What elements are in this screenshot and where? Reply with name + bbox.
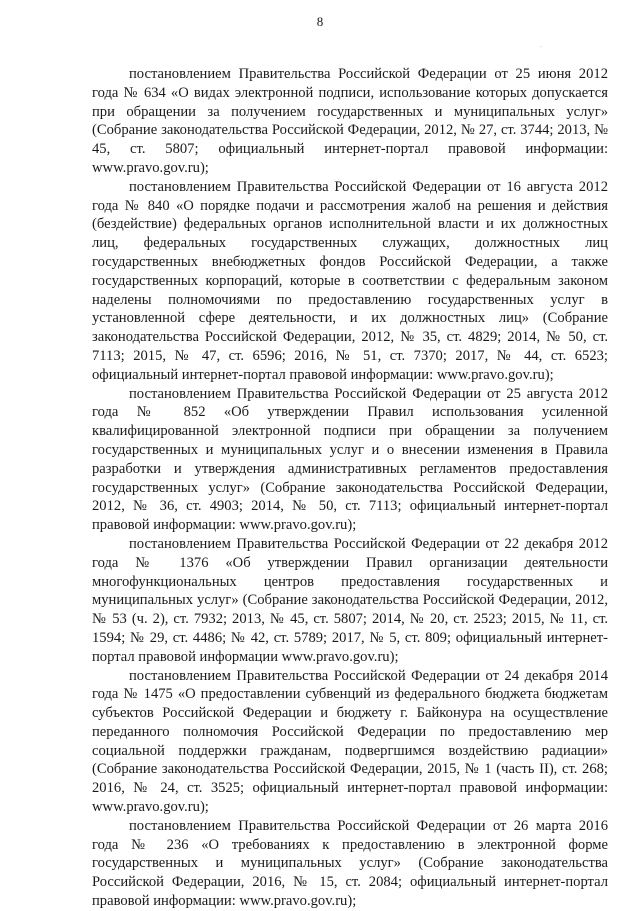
paragraph-decree-840: постановлением Правительства Российской Федерации от 16 августа 2012 года № 840 «О порядке подачи и рассмотрения жалоб на решения и действия (бездействие) федеральных органов исполнительной власти и их должностных лиц, федеральных государственных служащих, должностных лиц государственных внебюджетных фондов Российской Федерации, а также государственных корпораций, которые в соответствии с федеральным законом наделены полномочиями по предоставлению государственных услуг в установленной сфере деятельности, и их должностных лиц» (Собрание законодательства Российской Федерации, 2012, № 35, ст. 4829; 2014, № 50, ст. 7113; 2015, № 47, ст. 6596; 2016, № 51, ст. 7370; 2017, № 44, ст. 6523; официальный интернет-портал правовой информации: www.pravo.gov.ru); [92, 178, 608, 383]
paragraph-decree-1475: постановлением Правительства Российской Федерации от 24 декабря 2014 года № 1475 «О предоставлении субвенций из федерального бюджета бюджетам субъектов Российской Федерации и бюджету г. Байконура на осуществление переданного полномочия Российской Федерации по предоставлению мер социальной поддержки гражданам, подвергшимся воздействию радиации» (Собрание законодательства Российской Федерации, 2015, № 1 (часть II), ст. 268; 2016, № 24, ст. 3525; официальный интернет-портал правовой информации: www.pravo.gov.ru); [92, 667, 608, 816]
scan-speck: · [487, 157, 489, 163]
scan-speck: · [540, 44, 542, 51]
paragraph-decree-1376: постановлением Правительства Российской Федерации от 22 декабря 2012 года № 1376 «Об утверждении Правил организации деятельности многофункциональных центров предоставления государственных и муниципальных услуг» (Собрание законодательства Российской Федерации, 2012, № 53 (ч. 2), ст. 7932; 2013, № 45, ст. 5807; 2014, № 20, ст. 2523; 2015, № 11, ст. 1594; № 29, ст. 4486; № 42, ст. 5789; 2017, № 5, ст. 809; официальный интернет-портал правовой информации www.pravo.gov.ru); [92, 535, 608, 665]
paragraph-decree-634: постановлением Правительства Российской Федерации от 25 июня 2012 года № 634 «О видах электронной подписи, использование которых допускается при обращении за получением государственных и муниципальных услуг» (Собрание законодательства Российской Федерации, 2012, № 27, ст. 3744; 2013, № 45, ст. 5807; официальный интернет-портал правовой информации: www.pravo.gov.ru); [92, 66, 608, 176]
document-body [92, 65, 608, 911]
page-number: 8 [316, 14, 324, 29]
paragraph-decree-236: постановлением Правительства Российской Федерации от 26 марта 2016 года № 236 «О требованиях к предоставлению в электронной форме государственных и муниципальных услуг» (Собрание законодательства Российской Федерации, 2016, № 15, ст. 2084; официальный интернет-портал правовой информации: www.pravo.gov.ru); [92, 817, 608, 910]
paragraph-decree-852: постановлением Правительства Российской Федерации от 25 августа 2012 года № 852 «Об утверждении Правил использования усиленной квалифицированной электронной подписи при обращении за получением государственных и муниципальных услуг и о внесении изменения в Правила разработки и утверждения административных регламентов предоставления государственных услуг» (Собрание законодательства Российской Федерации, 2012, № 36, ст. 4903; 2014, № 50, ст. 7113; официальный интернет-портал правовой информации: www.pravo.gov.ru); [92, 385, 608, 534]
